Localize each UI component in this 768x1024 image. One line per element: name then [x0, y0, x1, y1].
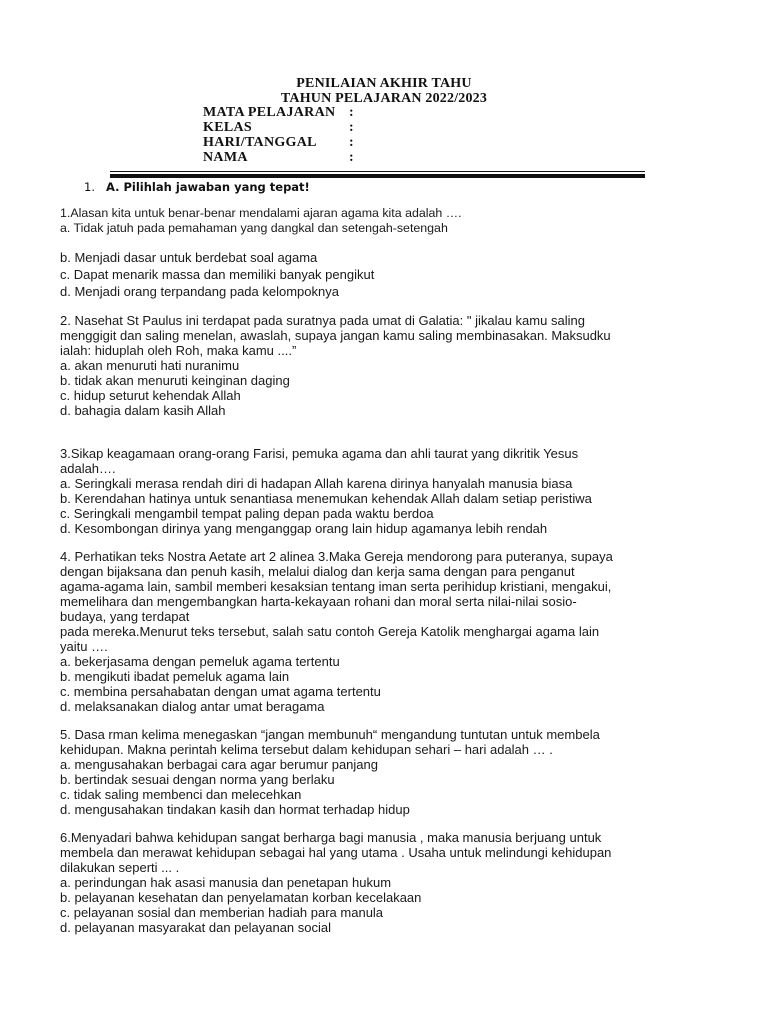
field-subject	[203, 105, 403, 120]
question-text: memelihara dan mengembangkan harta-kekayaan rohani dan moral serta nilai-nilai sosio-	[60, 594, 577, 609]
question-text: 4. Perhatikan teks Nostra Aetate art 2 alinea 3.Maka Gereja mendorong para puteranya, supaya	[60, 549, 613, 564]
spacer	[60, 300, 710, 313]
question-text: pada mereka.Menurut teks tersebut, salah satu contoh Gereja Katolik menghargai agama lain	[60, 624, 600, 639]
option-a: a. akan menuruti hati nuranimu	[60, 358, 240, 373]
exam-title: PENILAIAN AKHIR TAHU	[296, 76, 472, 91]
section-title: A. Pilihlah jawaban yang tepat!	[106, 180, 310, 194]
question-text: kehidupan. Makna perintah kelima tersebut dalam kehidupan sehari – hari adalah … .	[60, 742, 553, 757]
question-text: yaitu ….	[60, 639, 108, 654]
option-a: a. perindungan hak asasi manusia dan penetapan hukum	[60, 875, 392, 890]
option-d: d. mengusahakan tindakan kasih dan hormat terhadap hidup	[60, 802, 410, 817]
field-label: NAMA	[203, 150, 248, 165]
field-date	[203, 135, 403, 150]
spacer	[60, 236, 710, 249]
option-a: a. mengusahakan berbagai cara agar berumur panjang	[60, 757, 378, 772]
question-text: 3.Sikap keagamaan orang-orang Farisi, pemuka agama dan ahli taurat yang dikritik Yesus	[60, 446, 579, 461]
option-c: c. tidak saling membenci dan melecehkan	[60, 787, 302, 802]
question-2	[60, 313, 710, 418]
question-5	[60, 727, 710, 817]
option-b: b. tidak akan menuruti keinginan daging	[60, 373, 290, 388]
option-b: b. mengikuti ibadat pemeluk agama lain	[60, 669, 290, 684]
question-text: 6.Menyadari bahwa kehidupan sangat berharga bagi manusia , maka manusia berjuang untuk	[60, 830, 602, 845]
option-c: c. Dapat menarik massa dan memiliki banyak pengikut	[60, 267, 375, 282]
question-3	[60, 446, 710, 536]
question-text: dengan bijaksana dan penuh kasih, melalui dialog dan kerja sama dengan para penganut	[60, 564, 575, 579]
option-a: a. Seringkali merasa rendah diri di hadapan Allah karena dirinya hanyalah manusia biasa	[60, 476, 573, 491]
section-heading	[84, 180, 310, 194]
option-a: a. bekerjasama dengan pemeluk agama tertentu	[60, 654, 340, 669]
option-b: b. bertindak sesuai dengan norma yang berlaku	[60, 772, 335, 787]
option-d: d. Kesombongan dirinya yang menganggap orang lain hidup agamanya lebih rendah	[60, 521, 548, 536]
academic-year: TAHUN PELAJARAN 2022/2023	[280, 91, 488, 106]
question-4	[60, 549, 710, 714]
question-text: 5. Dasa rman kelima menegaskan “jangan membunuh“ mengandung tuntutan untuk membela	[60, 727, 600, 742]
question-6	[60, 830, 710, 935]
field-colon: :	[349, 135, 354, 150]
field-colon: :	[349, 105, 354, 120]
option-c: c. hidup seturut kehendak Allah	[60, 388, 241, 403]
question-text: adalah….	[60, 461, 116, 476]
field-name	[203, 150, 403, 165]
header-divider-thin	[110, 171, 645, 172]
field-label: HARI/TANGGAL	[203, 135, 317, 150]
question-text: 2. Nasehat St Paulus ini terdapat pada suratnya pada umat di Galatia: " jikalau kamu saling	[60, 313, 585, 328]
question-text: membela dan merawat kehidupan sebagai hal yang utama . Usaha untuk melindungi kehidupan	[60, 845, 612, 860]
option-a: a. Tidak jatuh pada pemahaman yang dangkal dan setengah-setengah	[60, 221, 448, 235]
option-d: d. melaksanakan dialog antar umat beragama	[60, 699, 325, 714]
option-d: d. bahagia dalam kasih Allah	[60, 403, 226, 418]
field-colon: :	[349, 120, 354, 135]
question-text: 1.Alasan kita untuk benar-benar mendalami ajaran agama kita adalah ….	[60, 206, 462, 220]
question-1-options	[60, 249, 710, 300]
option-d: d. pelayanan masyarakat dan pelayanan social	[60, 920, 332, 935]
spacer	[60, 418, 710, 446]
identity-fields	[203, 105, 403, 165]
option-c: c. pelayanan sosial dan memberian hadiah para manula	[60, 905, 384, 920]
question-text: ialah: hiduplah oleh Roh, maka kamu ....”	[60, 343, 297, 358]
question-text: dilakukan seperti ... .	[60, 860, 180, 875]
question-1	[60, 206, 710, 236]
field-label: MATA PELAJARAN	[203, 105, 336, 120]
question-text: budaya, yang terdapat	[60, 609, 190, 624]
field-label: KELAS	[203, 120, 252, 135]
spacer	[60, 536, 710, 549]
option-b: b. Kerendahan hatinya untuk senantiasa menemukan kehendak Allah dalam setiap peristiwa	[60, 491, 592, 506]
spacer	[60, 714, 710, 727]
question-list	[60, 206, 710, 935]
option-b: b. Menjadi dasar untuk berdebat soal agama	[60, 250, 318, 265]
option-b: b. pelayanan kesehatan dan penyelamatan korban kecelakaan	[60, 890, 422, 905]
option-c: c. membina persahabatan dengan umat agama tertentu	[60, 684, 381, 699]
spacer	[60, 817, 710, 830]
field-colon: :	[349, 150, 354, 165]
question-text: menggigit dan saling menelan, awaslah, supaya jangan kamu saling membinasakan. Maksudku	[60, 328, 611, 343]
option-d: d. Menjadi orang terpandang pada kelompoknya	[60, 284, 339, 299]
question-text: agama-agama lain, sambil memberi kesaksian tentang iman serta perihidup kristiani, mengakui,	[60, 579, 612, 594]
option-c: c. Seringkali mengambil tempat paling depan pada waktu berdoa	[60, 506, 434, 521]
header-divider-thick	[110, 174, 645, 178]
field-class	[203, 120, 403, 135]
section-number: 1.	[84, 180, 95, 194]
